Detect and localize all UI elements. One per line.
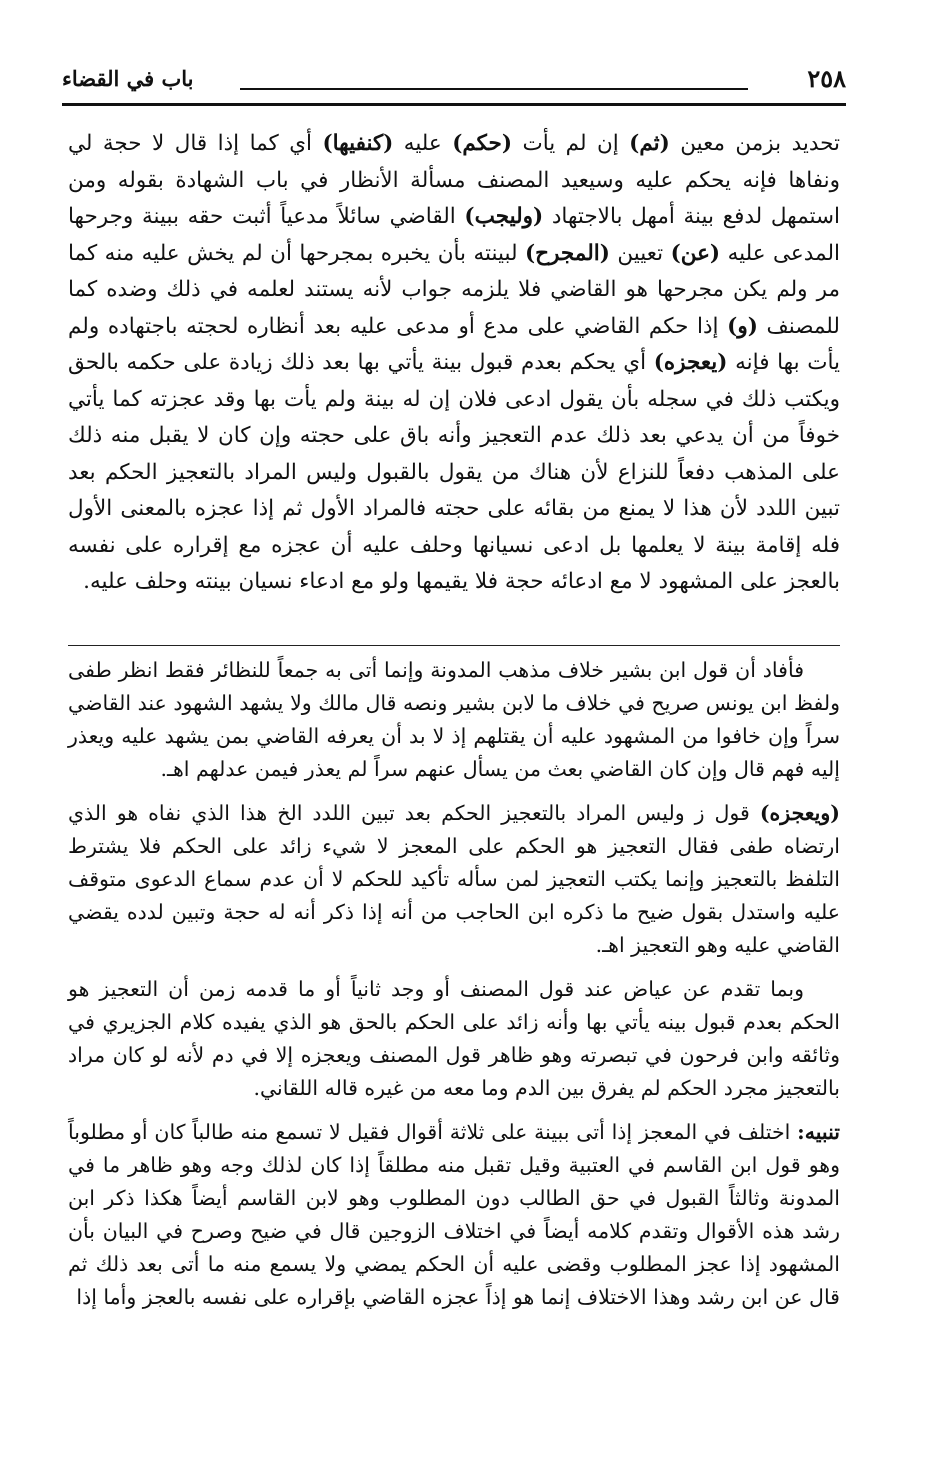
text-run: عليه bbox=[393, 131, 453, 156]
footnote-paragraph-2 bbox=[68, 797, 840, 962]
footnote-keyword-wayuajjizuhu: (ويعجزه) bbox=[759, 801, 840, 825]
keyword-wa: (و) bbox=[727, 313, 758, 339]
main-paragraph bbox=[68, 126, 840, 601]
page-header bbox=[62, 62, 846, 96]
keyword-kanafyiha: (كنفيها) bbox=[322, 131, 394, 156]
text-run: لبينته بأن يخبره بمجرحها أن لم يخش عليه منه كما مر ولم يكن مجرحها هو القاضي فلا يلزمه جواب لأنه يستند لعلمه في ذلك وضده كما للمصنف bbox=[68, 240, 840, 339]
text-run: اختلف في المعجز إذا أتى ببينة على ثلاثة أقوال فقيل لا تسمع منه طالباً كان أو مطلوباً وهو قول ابن القاسم في العتبية وقيل تقبل منه مطلقاً إذا كان لذلك وجه وهو ظاهر ما في المدونة وثالثاً القبول في حق الطالب دون المطلوب وهو لابن القاسم أيضاً هكذا ذكر ابن رشد هذه الأقوال وتقدم كلامه أيضاً في اختلاف الزوجين قال في ضيح وصرح في البيان بأن المشهود إذا عجز المطلوب وقضى عليه أن الحكم يمضي ولا يسمع منه ما أتى بعد ذلك ثم قال عن ابن رشد وهذا الاختلاف إنما هو إذاً عجزه القاضي بإقراره على نفسه بالعجز وأما إذا bbox=[68, 1120, 840, 1309]
text-run: أي كما إذا قال لا حجة لي ونفاها فإنه يحكم عليه وسيعيد المصنف مسألة الأنظار في باب الشهادة بقوله ومن استمهل لدفع بينة أمهل بالاجتهاد bbox=[68, 131, 840, 229]
text-run: إذا حكم القاضي على مدع أو مدعى عليه بعد أنظاره لحجته باجتهاده ولم يأت بها فإنه bbox=[68, 313, 841, 375]
footnotes bbox=[68, 654, 840, 1325]
footnote-paragraph-4 bbox=[68, 1116, 840, 1314]
header-divider bbox=[62, 103, 846, 106]
text-run: القاضي سائلاً مدعياً أثبت حقه ببينة وجرحها المدعى عليه bbox=[68, 204, 840, 266]
text-run: قول ز وليس المراد بالتعجيز الحكم بعد تبين اللدد الخ هذا الذي نفاه هو الذي ارتضاه طفى فقال التعجيز هو الحكم على المعجز لا شيء زائد على الحكم فلا يشترط التلفظ بالتعجيز وإنما يكتب التعجيز لمن سأله تأكيد للحكم لا أن عدم سماع الدعوى متوقف عليه واستدل بقول ضيح ما ذكره ابن الحاجب من أنه إذا ذكر أنه له حجة وتبين لدده يقضي القاضي عليه وهو التعجيز اهـ. bbox=[68, 801, 840, 957]
keyword-an: (عن) bbox=[670, 240, 721, 266]
text-run: أي يحكم بعدم قبول بينة يأتي بها بعد ذلك زيادة على حكمه بالحق ويكتب ذلك في سجله بأن يقول ادعى فلان إن له بينة ولم يأت بها وقد عجزته كما يأتي خوفاً من أن يدعي بعد ذلك عدم التعجيز وأنه باق على حجته وإن كان لا يقبل منه ذلك على المذهب دفعاً للنزاع لأن هناك من يقول بالقبول وليس المراد بالتعجيز الحكم بعد تبين اللدد لأن هذا لا يمنع من بقائه على حجته فالمراد الأول ثم إذا عجزه بالمعنى الأول فله إقامة بينة لا يعلمها بل ادعى نسيانها وحلف عليه أن عجزه مع إقراره على نفسه بالعجز على المشهود لا مع ادعائه حجة فلا يقيمها ولو مع ادعاء نسيان بينته وحلف عليه. bbox=[68, 350, 840, 594]
text-run: إن لم يأت bbox=[512, 131, 630, 156]
keyword-walyajib: (وليجب) bbox=[464, 204, 544, 229]
footnote-keyword-tanbih: تنبيه: bbox=[797, 1120, 840, 1144]
main-text bbox=[68, 126, 840, 601]
footnote-divider bbox=[68, 645, 840, 646]
text-run: تحديد بزمن معين bbox=[669, 131, 840, 156]
running-title: باب في القضاء bbox=[62, 66, 194, 91]
keyword-yuajjizuhu: (يعجزه) bbox=[653, 350, 728, 375]
text-run: تعيين bbox=[609, 240, 671, 266]
keyword-thumma: (ثم) bbox=[629, 131, 670, 156]
page-number: ٢٥٨ bbox=[807, 64, 846, 93]
keyword-hukm: (حكم) bbox=[452, 131, 513, 156]
footnote-paragraph-3: وبما تقدم عن عياض عند قول المصنف أو وجد ثانياً أو ما قدمه زمن أن التعجيز هو الحكم بعدم قبول بينه يأتي بها وأنه زائد على الحكم بالحق هو الذي يفيده كلام الجزيري في وثائقه وابن فرحون في تبصرته وهو ظاهر قول المصنف ويعجزه إلا في دم لأنه لو كان مراد بالتعجيز مجرد الحكم لم يفرق بين الدم وما معه من غيره قاله اللقاني. bbox=[68, 977, 840, 1100]
footnote-paragraph-1: فأفاد أن قول ابن بشير خلاف مذهب المدونة وإنما أتى به جمعاً للنظائر فقط انظر طفى ولفظ ابن يونس صريح في خلاف ما لابن بشير ونصه قال مالك ولا يشهد الشهود عند القاضي سراً وإن خافوا من المشهود عليه أن يقتلهم إذ لا بد أن يعرفه القاضي بمن يشهد عليه ويعذر إليه فهم قال وإن كان القاضي بعث من يسأل عنهم سراً لم يعذر فيمن عدلهم اهـ. bbox=[68, 658, 840, 781]
header-rule bbox=[240, 88, 748, 90]
keyword-almujarrih: (المجرح) bbox=[525, 240, 610, 266]
